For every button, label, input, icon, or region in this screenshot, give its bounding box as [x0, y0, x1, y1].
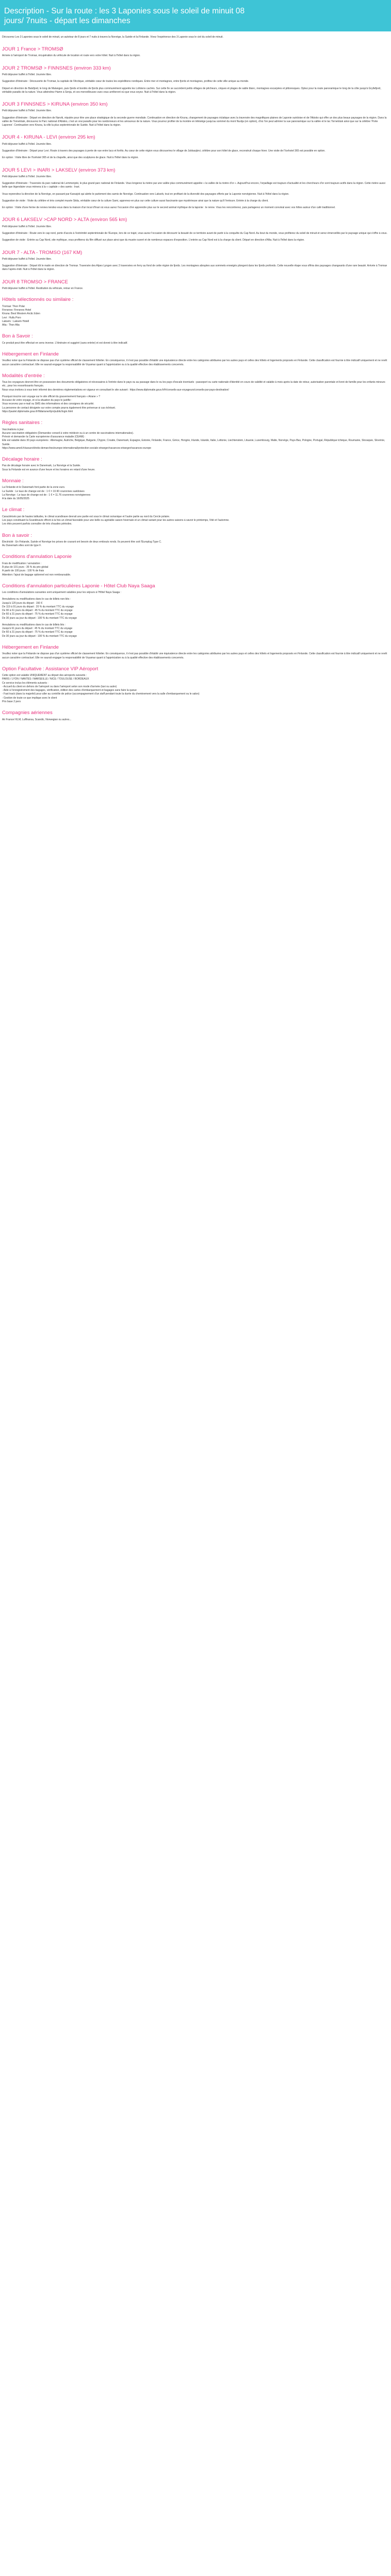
info-line: - Gestion de toute ce que implique avec le client [2, 696, 57, 700]
title-banner [0, 0, 391, 31]
info-line: Les étés peuvent parfois connaître de très chaudes périodes. [2, 522, 72, 526]
day-paragraph: Suggestion d'itinéraire : Départ tôt le matin en direction de Tromsø. Traversée des Alpes Lyngen avec 2 traversées en ferry au fond de cette région de fjords. Les montagnes abruptes aux sommets enneigés plongent dans les fjords profonds. Cette nouvelle étape vous offrira des paysages changeants d'une rare beauté. Arrivée à Tromsø dans l'après-midi. Nuit à l'hôtel dans la région. [2, 264, 387, 272]
info-line: Veuillez noter que la Finlande ne dispose pas d'un système officiel de classement hôtelier. En conséquence, il n'est pas possible d'établir une équivalence directe entre les catégories attribuées par les autres pays et celles des hôtels et logements proposés en Finlande. Cette classification est fournie à titre indicatif uniquement et ne revêt aucun caractère contractuel. Elle ne saurait engager la responsabilité de Voyamar quant à l'appréciation ou à la qualité effective des établissements concernés. [2, 652, 387, 659]
info-line: Prix base 2 pers [2, 700, 21, 703]
info-line: https://www.ameli.fr/assure/droits-demarches/europe-international/protection-sociale-etranger/vacances-etranger/vacances-europe [2, 446, 152, 450]
day-paragraph: En option : Visite d'une ferme de rennes tendez-vous dans la maison d'un local d'Inari où vous aurez l'occasion d'en apprendre plus sur le second animal mythique de la laponie : le renne. Vous les rencontrerez, puis partagerez un moment convivial avec vos hôtes autour d'un café traditionnel. [2, 206, 336, 210]
info-section-title: Conditions d'annulation particulières Laponie - Hôtel Club Naya Saaga [2, 583, 155, 589]
day-paragraph: Suggestion de visite : Entrée au Cap Nord, site mythique, vous profiterez du film diffusé sur place ainsi que du musée ouvert et de nombreux espaces d'exposition. L'entrée au Cap Nord est à la charge du client. Départ en direction d'Alta. Nuit à l'hôtel dans la région. [2, 239, 305, 242]
info-line: De 60 à 31 jours du départ : 75 % du montant TTC du voyage [2, 613, 73, 616]
day-title: JOUR 3 FINNSNES > KIRUNA (environ 350 km) [2, 101, 108, 108]
day-paragraph: Suggestion d'itinéraire : Traversée du parc national de Lemmenjoki, le plus grand parc national de Finlande. Vous longerez la rivière par une vallée plus communément appelée « la vallée de la rivière d'or ». Aujourd'hui encore, l'orpaillage est toujours d'actualité et les chercheurs d'or sont toujours actifs dans la région. Cette rivière aussi belle que légendaire vous mènera à la « capitale » des samis : Inari. [2, 182, 385, 189]
info-line: - Aide à l'enregistrement des bagages, vérification, édition des cartes d'embarquement et bagages sans faire la queue [2, 689, 137, 692]
info-line: - Accueil du client en dehors de l'aéroport ou dans l'aéroport selon son mode d'arrivée (taxi ou autre) [2, 685, 117, 688]
practical-info [0, 297, 391, 721]
info-section-title: Hôtels sélectionnés ou similaire : [2, 297, 74, 303]
info-section-title: Monnaie : [2, 478, 24, 484]
info-line: - Fast track (dans la majorité) pour aller au contrôle de police (accompagnement d'un staff pendant toute la durée du cheminement vers la salle d'embarquement ou le salon) [2, 692, 200, 696]
day-title: JOUR 2 TROMSØ > FINNSNES (environ 333 km) [2, 65, 111, 71]
info-line: De 90 à 61 jours du départ : 45 % du montant TTC du voyage [2, 609, 73, 613]
info-section-title: Option Facultative : Assistance VIP Aéroport [2, 666, 99, 672]
info-line: Annulations ou modifications dans le cas de billets non-liés : [2, 598, 71, 601]
day-paragraph: Suggestion d'itinéraire : Route vers le cap nord, porte d'accès à l'extrémité septentrionale de l'Europe, lors de ce trajet, vous aurez l'occasion de découvrir la beauté de ce territoire avant de partir à la conquête du Cap Nord. Au bout du monde, vous profiterez du soleil de minuit et serez émerveillés par le paysage unique qui s'offre à vous. [2, 232, 387, 235]
info-line: Nous vous invitons à vous tenir informé des dernières réglementations en vigueur en consultant le site suivant : https://www.diplomatie.gouv.fr/fr/conseils-aux-voyageurs/conseils-par-pays-destination/ [2, 388, 229, 392]
info-line: À plus de 101 jours : 35 % du prix global [2, 566, 48, 569]
info-line: Annulations ou modifications dans le cas de billets liés : [2, 623, 66, 626]
info-line: De 119 à 91 jours du départ : 20 % du montant TTC du voyage [2, 605, 74, 608]
day-paragraph: Petit déjeuner buffet à l'hôtel. Journée libre. [2, 142, 52, 146]
info-section-title: Hébergement en Finlande [2, 644, 59, 650]
info-line: Vous recevrez par e-mail ou SMS des informations et des consignes de sécurité. [2, 402, 94, 406]
day-paragraph: Vous reprendrez la direction de la Norvège, en passant par Karasjok qui abrite le parlement des samis de Norvège. Continuation vers Lakselv, tout en profitant de la diversité des paysages offerts par la Laponie norvégienne. Nuit à l'hôtel dans la région. [2, 192, 289, 196]
info-line: Alta : Thon Alta [2, 324, 20, 327]
info-line: Jusqu'à 120 jours du départ : 150 € [2, 601, 43, 605]
info-line: https://pastel.diplomatie.gouv.fr/fildariane/dyn/public/login.html [2, 410, 73, 413]
info-line: La Norvège : Le taux de change est de : 1 € = 11.76 couronnes norvégiennes [2, 493, 91, 497]
info-line: Ce service inclus les éléments suivants : [2, 681, 48, 685]
info-line: Ce produit peut être effectué en sens inverse. L'itinéraire et suggéré (sans entrée) et est donné à titre indicatif. [2, 341, 128, 345]
info-line: La personne de contact désignée sur votre compte pourra également être prévenue si cas échéant. [2, 406, 116, 410]
info-line: De 60 à 31 jours du départ : 75 % du montant TTC du voyage [2, 631, 73, 634]
info-line: Pas de décalage horaire avec le Danemark, La Norvège et la Suède. [2, 464, 81, 468]
info-section-title: Conditions d'annulation Laponie [2, 554, 72, 560]
info-line: A la date du 16/05/2025 [2, 497, 29, 501]
info-line: Jusqu'à 61 jours du départ : 45 % du montant TTC du voyage [2, 627, 73, 631]
day-paragraph: Petit déjeuner buffet à l'hôtel. Journée libre. [2, 257, 52, 261]
info-line: Les pays constituant la Scandinavie offrent à la fois un climat favorable pour une belle ou agréable saison hivernale et un climat variant pour les autres saisons à savoir le printemps, l'été et l'automne. [2, 519, 230, 522]
intro-text: Découvrez Les 3 Laponies sous le soleil de minuit, un autotour de 8 jours et 7 nuits à travers la Norvège, la Suède et la Finlande. Vivez l'expérience des 3 Laponie sous le ciel du soleil de minuit. [2, 35, 223, 39]
info-section-title: Bon à savoir : [2, 532, 32, 538]
info-section-title: Le climat : [2, 507, 25, 513]
day-paragraph: Petit déjeuner buffet à l'hôtel. Restitution du véhicule, retour en France. [2, 287, 84, 291]
info-line: Cette option est valable UNIQUEMENT au départ des aéroports suivants : [2, 674, 87, 677]
info-line: Au Danemark elles sont de type F. [2, 544, 42, 548]
info-line: Kiruna: Best Western Arctic Eden [2, 312, 40, 316]
day-paragraph: Suggestion d'itinéraire : Découverte de Tromsø, la capitale de l'Arctique, véritable cœur de toutes les expéditions nordiques. Entre mer et montagnes, entre fjords et montagnes, profitez de cette ville unique au monde. [2, 80, 249, 83]
info-line: Accusez de votre voyage, et si la situation du pays le justifie : [2, 399, 72, 402]
info-line: Elle est valable dans 30 pays européens : Allemagne, Autriche, Belgique, Bulgarie, Chypre, Croatie, Danemark, Espagne, Estonie, Finlande, France, Grèce, Hongrie, Irlande, Islande, Italie, Lettonie, Liechtenstein, Lituanie, Luxembourg, Malte, Norvège, Pays-Bas, Pologne, Portugal, République tchèque, Roumanie, Slovaquie, Slovénie, Suède. [2, 439, 385, 446]
info-line: De 30 jours au jour du départ : 100 % du montant TTC du voyage [2, 634, 77, 638]
info-section-title: Décalage horaire : [2, 456, 42, 463]
info-section-title: Compagnies aériennes [2, 710, 53, 716]
info-line: Électricité : En Finlande, Suède et Norvège les prises de courant ont besoin de deux embouts ronds. Ils peuvent être soit l'Europlug Type C. [2, 540, 162, 544]
day-paragraph: En option : Visite libre de l'Icehotel 365 et de la chapelle, ainsi que des sculptures de glace. Nuit à l'hôtel dans la région. [2, 156, 139, 160]
info-line: Air France/ KLM, Lufthansa, Scandic, Norwegian ou autres... [2, 718, 72, 721]
day-paragraph: Petit déjeuner buffet à l'hôtel. Journée libre. [2, 109, 52, 113]
info-line: Pourquoi inscrire son voyage sur le site officiel du gouvernement français « Ariane » ? [2, 395, 101, 398]
info-line: Les conditions d'annulations suivantes sont uniquement valables pour les séjours à l'Hôtel Naya Saaga : [2, 591, 121, 595]
info-line: À partir de 100 jours : 100 % de frais [2, 569, 44, 573]
info-section-title: Modalités d'entrée : [2, 372, 45, 379]
day-title: JOUR 6 LAKSELV >CAP NORD > ALTA (environ 565 km) [2, 217, 127, 223]
info-line: De 30 jours au jour du départ : 100 % du montant TTC du voyage [2, 616, 77, 620]
page-title-line-2: jours/ 7nuits - départ les dimanches [4, 16, 131, 26]
day-paragraph: Suggestion d'itinéraire : Départ pour Levi. Route à travers des paysages à perte de vue entre lacs et forêts. Au cœur de cette région vous découvrirez le village de Jukkasjärvi, célèbre pour son hôtel de glace, reconstruit chaque hiver. Une visite de l'Icehotel 365 est possible en option. [2, 149, 325, 153]
info-line: Caractérisés par de hautes latitudes, le climat scandinave devrait une partie est sous le climat océanique et l'autre partie au nord du Cercle polaire. [2, 515, 170, 518]
info-section-title: Hébergement en Finlande [2, 351, 59, 357]
day-paragraph: Petit déjeuner buffet à l'hôtel. Journée libre. [2, 175, 52, 178]
day-title: JOUR 5 LEVI > INARI > LAKSELV (environ 373 km) [2, 167, 116, 173]
info-line: Tous les voyageurs devront être en possession des documents obligatoires et nécessaires à l'entrée dans le pays ou au passage dans le ou les pays d'escale éventuels : passeport ou carte nationale d'identité en cours de validité et valable à mois après la date de retour, autorisation parentale et livret de famille pour les enfants mineurs etc...pour les ressortissants français. [2, 381, 385, 388]
info-line: La Finlande et le Danemark font partie de la zone euro. [2, 486, 66, 489]
day-paragraph: Petit déjeuner buffet à l'hôtel. Journée libre. [2, 73, 52, 77]
info-line: Attention: l'ajout de bagage optionnel est non remboursable. [2, 573, 71, 577]
day-title: JOUR 8 TROMSO > FRANCE [2, 279, 68, 285]
info-line: Tromsø: Thon Polar [2, 304, 25, 308]
info-line: Levi : Hullu Poro [2, 316, 21, 319]
info-line: Lakselv : Lakselv Hotell [2, 319, 29, 323]
intro [0, 31, 391, 39]
info-line: PARIS / LYON / NANTES / MARSEILLE / NICE / TOULOUSE / BORDEAUX [2, 677, 89, 681]
day-paragraph: Suggestion d'itinéraire : Départ en direction de Narvik, réputée pour être une place stratégique de la seconde guerre mondiale. Continuation en direction de Kiruna, changement de paysages éclatique avec la traversée des magnifiques plaines de Laponie suédoise et de l'Abisko qui offre un des plus beaux paysages de la région. Dans la vallée de Torneträsk, découvrez le Parc national d'Abisko, c'est un vrai paradis pour les randonneurs et les amoureux de la nature. Vous pourrez profiter de la montée en télésiège jusqu'au sommet du mont Nuolja (en option), d'où l'on peut admirer la vue panoramique sur la vallée et le lac Torneträsk ainsi que sur la célèbre 'Porte Laponne'. Continuation vers Kiruna, la ville la plus septentrionale de Suède. Nuit à l'hôtel dans la région. [2, 116, 387, 127]
info-section-title: Règles sanitaires : [2, 420, 43, 426]
info-line: Sous la Finlande est en avance d'une heure et les horaires en retard d'une heure. [2, 468, 95, 471]
info-line: Veuillez noter que la Finlande ne dispose pas d'un système officiel de classement hôtelier. En conséquence, il n'est pas possible d'établir une équivalence directe entre les catégories attribuées par les autres pays et celles des hôtels et logements proposés en Finlande. Cette classification est fournie à titre indicatif uniquement et ne revêt aucun caractère contractuel. Elle ne saurait engager la responsabilité de Voyamar quant à l'appréciation ou à la qualité effective des établissements concernés. [2, 359, 387, 366]
info-line: Aucune vaccination obligatoire (Demandez conseil à votre médecin ou à un centre de vaccinations internationales). [2, 431, 134, 435]
day-paragraph: Suggestion de visite : Visite du célèbre et très complet musée Siida, véritable cœur de la culture Sami, apprenez-en plus sur cette culture aussi fascinante que mystérieuse ainsi que la nature qu'il l'entoure. Entrée à la charge du client. [2, 199, 269, 202]
info-line: Frais de modification / annulation : [2, 562, 42, 565]
page-title-line-1: Description - Sur la route : les 3 Laponies sous le soleil de minuit 08 [4, 7, 245, 15]
day-title: JOUR 4 - KIRUNA - LEVI (environ 295 km) [2, 134, 95, 141]
day-title: JOUR 1 France > TROMSØ [2, 46, 63, 52]
day-title: JOUR 7 - ALTA - TROMSO (167 KM) [2, 249, 83, 256]
info-section-title: Bon à Savoir : [2, 333, 33, 340]
itinerary-days [0, 46, 391, 291]
day-paragraph: Départ en direction de Balsfjord, le long de Malangen, puis fjords et bordés de fjords plus communément appelés les Lofotens cachés. Sur cette île se succèdent petits villages de pêcheurs, criques et plages de sable blanc, montagnes escarpées et pittoresques. Optez pour la route panoramique le long de la côte jusqu'à Gryllefjord, véritable paradis de la nature. Vous atteindrez Hamn à Senja, et ces merveilleuses vues vous arrêteront où que vous soyez. Nuit à l'hôtel dans la région. [2, 87, 381, 94]
page [0, 0, 391, 722]
info-line: La Suède : Le taux de change est de : 1 € = 10.90 couronnes suédoises [2, 489, 85, 493]
day-paragraph: Petit déjeuner buffet à l'hôtel. Journée libre. [2, 225, 52, 228]
info-line: Vaccinations à jour. [2, 428, 24, 431]
info-line: Finnsnes: Finnsnes Hotel [2, 309, 31, 312]
info-line: Prévoir et demander la Carte européenne d'assurance maladie (CEAM) : [2, 435, 86, 439]
day-paragraph: Arrivée à l'aéroport de Tromsø, récupération du véhicule de location et route vers votre hôtel. Nuit à l'hôtel dans la région. [2, 54, 141, 58]
